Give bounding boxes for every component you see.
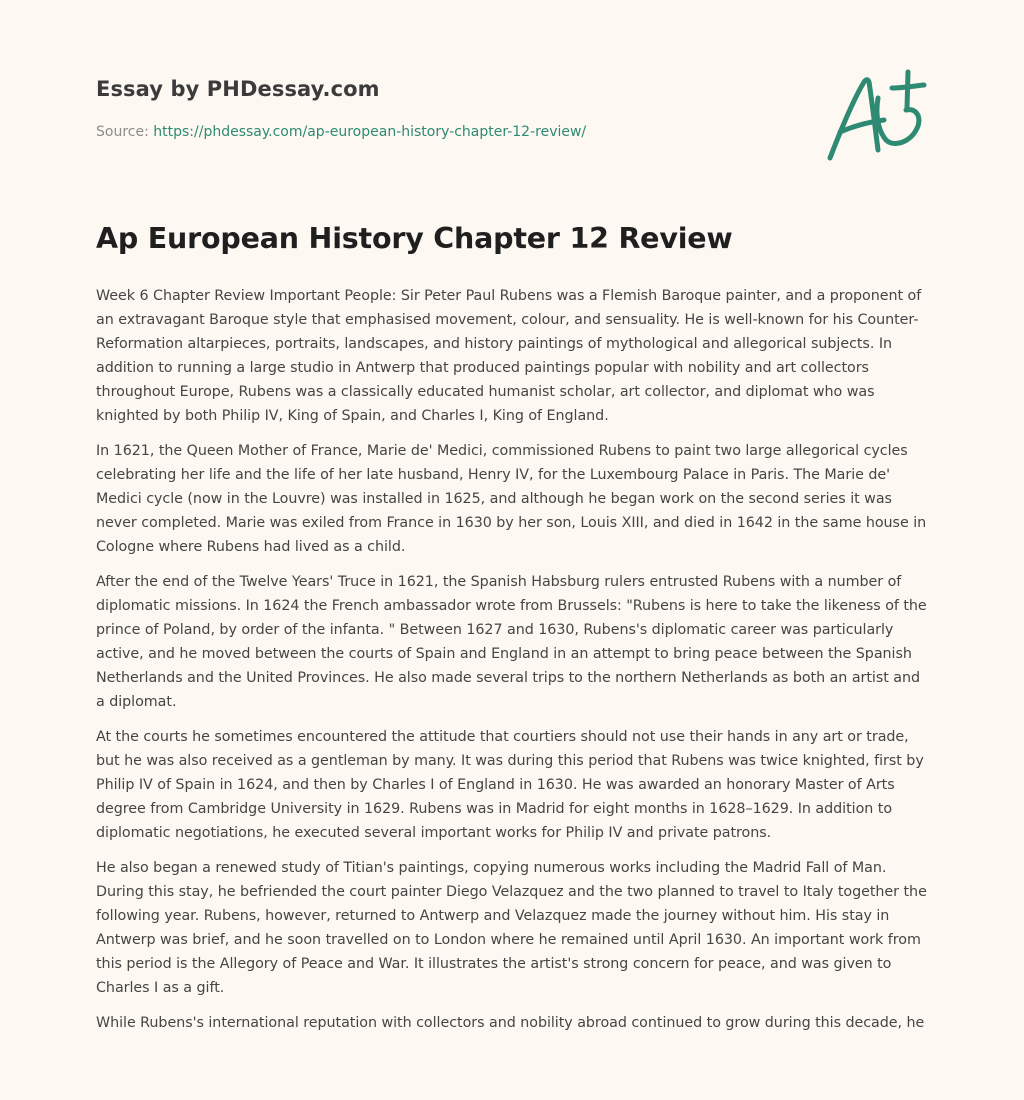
essay-paragraph: While Rubens's international reputation with collectors and nobility abroad continued to grow during this decade, he: [96, 1015, 925, 1031]
page-title: Ap European History Chapter 12 Review: [96, 222, 733, 255]
essay-paragraph: He also began a renewed study of Titian's paintings, copying numerous works including the Madrid Fall of Man. During this stay, he befriended the court painter Diego Velazquez and the two planned to travel to Italy together the following year. Rubens, however, returned to Antwerp and Velazquez made the journey without him. His stay in Antwerp was brief, and he soon travelled on to London where he remained until April 1630. An important work from this period is the Allegory of Peace and War. It illustrates the artist's strong concern for peace, and was given to Charles I as a gift.: [96, 860, 927, 996]
essay-paragraph: After the end of the Twelve Years' Truce in 1621, the Spanish Habsburg rulers entrusted Rubens with a number of diplomatic missions. In 1624 the French ambassador wrote from Brussels: "Rubens is here to take the likeness of the prince of Poland, by order of the infanta. " Between 1627 and 1630, Rubens's diplomatic career was particularly active, and he moved between the courts of Spain and England in an attempt to bring peace between the Spanish Netherlands and the United Provinces. He also made several trips to the northern Netherlands as both an artist and a diplomat.: [96, 574, 927, 710]
source-link[interactable]: https://phdessay.com/ap-european-history-chapter-12-review/: [153, 124, 587, 140]
brand-title: Essay by PHDessay.com: [96, 77, 380, 101]
a-plus-logo-icon: [824, 68, 928, 164]
essay-paragraph: In 1621, the Queen Mother of France, Marie de' Medici, commissioned Rubens to paint two large allegorical cycles celebrating her life and the life of her late husband, Henry IV, for the Luxembourg Palace in Paris. The Marie de' Medici cycle (now in the Louvre) was installed in 1625, and although he began work on the second series it was never completed. Marie was exiled from France in 1630 by her son, Louis XIII, and died in 1642 in the same house in Cologne where Rubens had lived as a child.: [96, 443, 927, 555]
source-line: [96, 124, 586, 140]
page-header: [96, 0, 936, 200]
essay-paragraph: Week 6 Chapter Review Important People: Sir Peter Paul Rubens was a Flemish Baroque painter, and a proponent of an extravagant Baroque style that emphasised movement, colour, and sensuality. He is well-known for his Counter-Reformation altarpieces, portraits, landscapes, and history paintings of mythological and allegorical subjects. In addition to running a large studio in Antwerp that produced paintings popular with nobility and art collectors throughout Europe, Rubens was a classically educated humanist scholar, art collector, and diplomat who was knighted by both Philip IV, King of Spain, and Charles I, King of England.: [96, 288, 922, 424]
essay-body: [96, 284, 930, 1046]
source-label: Source:: [96, 124, 149, 140]
essay-paragraph: At the courts he sometimes encountered the attitude that courtiers should not use their hands in any art or trade, but he was also received as a gentleman by many. It was during this period that Rubens was twice knighted, first by Philip IV of Spain in 1624, and then by Charles I of England in 1630. He was awarded an honorary Master of Arts degree from Cambridge University in 1629. Rubens was in Madrid for eight months in 1628–1629. In addition to diplomatic negotiations, he executed several important works for Philip IV and private patrons.: [96, 729, 924, 841]
